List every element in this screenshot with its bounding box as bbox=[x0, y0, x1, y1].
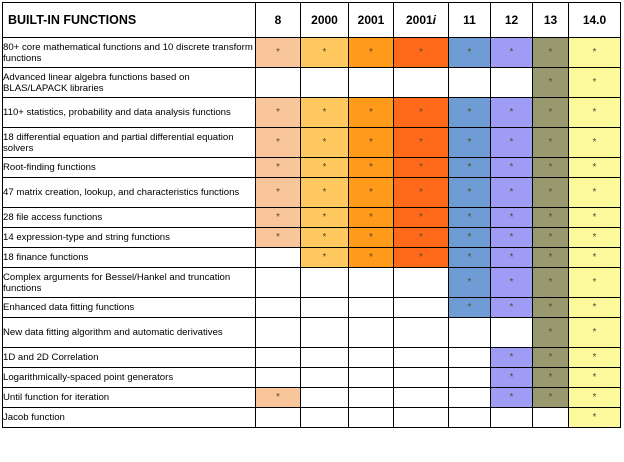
version-header: 14.0 bbox=[569, 3, 621, 38]
supported-cell bbox=[533, 248, 569, 268]
supported-cell bbox=[256, 178, 301, 208]
supported-cell bbox=[491, 98, 533, 128]
empty-cell bbox=[349, 68, 394, 98]
supported-cell bbox=[256, 128, 301, 158]
supported-mark: * bbox=[548, 77, 553, 88]
supported-cell bbox=[449, 158, 491, 178]
supported-cell bbox=[569, 368, 621, 388]
supported-cell bbox=[349, 158, 394, 178]
function-label: New data fitting algorithm and automatic derivatives bbox=[3, 318, 256, 348]
supported-mark: * bbox=[548, 392, 553, 403]
supported-mark: * bbox=[548, 162, 553, 173]
supported-cell bbox=[301, 158, 349, 178]
supported-cell bbox=[569, 228, 621, 248]
empty-cell bbox=[449, 408, 491, 428]
supported-mark: * bbox=[322, 232, 327, 243]
supported-cell bbox=[301, 38, 349, 68]
supported-mark: * bbox=[509, 392, 514, 403]
supported-cell bbox=[349, 248, 394, 268]
functions-table bbox=[2, 2, 621, 428]
supported-cell bbox=[491, 348, 533, 368]
supported-mark: * bbox=[548, 252, 553, 263]
table-row bbox=[3, 208, 621, 228]
supported-mark: * bbox=[548, 137, 553, 148]
supported-cell bbox=[394, 98, 449, 128]
empty-cell bbox=[301, 388, 349, 408]
supported-cell bbox=[256, 98, 301, 128]
supported-mark: * bbox=[509, 232, 514, 243]
supported-cell bbox=[394, 208, 449, 228]
function-label: 18 differential equation and partial differential equation solvers bbox=[3, 128, 256, 158]
function-label: 28 file access functions bbox=[3, 208, 256, 228]
supported-cell bbox=[349, 128, 394, 158]
supported-cell bbox=[301, 228, 349, 248]
supported-mark: * bbox=[322, 107, 327, 118]
supported-cell bbox=[569, 98, 621, 128]
empty-cell bbox=[449, 368, 491, 388]
supported-mark: * bbox=[276, 187, 280, 198]
supported-mark: * bbox=[322, 212, 327, 223]
supported-cell bbox=[394, 128, 449, 158]
supported-mark: * bbox=[592, 162, 597, 173]
supported-mark: * bbox=[548, 327, 553, 338]
supported-mark: * bbox=[509, 212, 514, 223]
supported-mark: * bbox=[276, 137, 280, 148]
supported-mark: * bbox=[509, 137, 514, 148]
supported-cell bbox=[394, 248, 449, 268]
empty-cell bbox=[533, 408, 569, 428]
supported-cell bbox=[569, 158, 621, 178]
supported-cell bbox=[449, 178, 491, 208]
empty-cell bbox=[394, 388, 449, 408]
table-row bbox=[3, 268, 621, 298]
supported-mark: * bbox=[548, 277, 553, 288]
supported-cell bbox=[491, 228, 533, 248]
supported-cell bbox=[491, 208, 533, 228]
supported-mark: * bbox=[369, 137, 373, 148]
supported-cell bbox=[533, 98, 569, 128]
supported-cell bbox=[449, 38, 491, 68]
empty-cell bbox=[256, 368, 301, 388]
function-label: 110+ statistics, probability and data analysis functions bbox=[3, 98, 256, 128]
table-row bbox=[3, 98, 621, 128]
supported-mark: * bbox=[276, 47, 280, 58]
supported-cell bbox=[349, 228, 394, 248]
supported-cell bbox=[256, 158, 301, 178]
supported-cell bbox=[533, 368, 569, 388]
supported-cell bbox=[569, 68, 621, 98]
header-row bbox=[3, 3, 621, 38]
supported-mark: * bbox=[548, 47, 553, 58]
version-header-number: 2001i bbox=[405, 13, 437, 27]
supported-mark: * bbox=[419, 107, 423, 118]
table-row bbox=[3, 38, 621, 68]
empty-cell bbox=[449, 318, 491, 348]
supported-mark: * bbox=[548, 212, 553, 223]
supported-cell bbox=[569, 128, 621, 158]
supported-mark: * bbox=[592, 187, 597, 198]
supported-cell bbox=[569, 388, 621, 408]
version-header: 2001 bbox=[349, 3, 394, 38]
supported-cell bbox=[569, 178, 621, 208]
supported-mark: * bbox=[592, 232, 597, 243]
version-header: 2000 bbox=[301, 3, 349, 38]
supported-mark: * bbox=[322, 47, 327, 58]
empty-cell bbox=[256, 298, 301, 318]
supported-mark: * bbox=[322, 252, 327, 263]
supported-cell bbox=[449, 268, 491, 298]
supported-mark: * bbox=[509, 187, 514, 198]
supported-mark: * bbox=[322, 137, 327, 148]
supported-mark: * bbox=[419, 212, 423, 223]
supported-mark: * bbox=[276, 107, 280, 118]
supported-cell bbox=[491, 388, 533, 408]
supported-mark: * bbox=[548, 107, 553, 118]
empty-cell bbox=[394, 298, 449, 318]
supported-mark: * bbox=[548, 372, 553, 383]
supported-mark: * bbox=[467, 187, 472, 198]
supported-cell bbox=[533, 38, 569, 68]
function-label: Complex arguments for Bessel/Hankel and truncation functions bbox=[3, 268, 256, 298]
supported-mark: * bbox=[592, 77, 597, 88]
function-label: Root-finding functions bbox=[3, 158, 256, 178]
empty-cell bbox=[394, 318, 449, 348]
supported-mark: * bbox=[592, 327, 597, 338]
supported-mark: * bbox=[467, 137, 472, 148]
table-row bbox=[3, 318, 621, 348]
empty-cell bbox=[301, 68, 349, 98]
supported-mark: * bbox=[592, 302, 597, 313]
supported-cell bbox=[449, 248, 491, 268]
supported-mark: * bbox=[467, 47, 472, 58]
function-label: 18 finance functions bbox=[3, 248, 256, 268]
supported-mark: * bbox=[419, 252, 423, 263]
supported-cell bbox=[533, 228, 569, 248]
supported-cell bbox=[491, 248, 533, 268]
supported-cell bbox=[349, 98, 394, 128]
supported-mark: * bbox=[509, 352, 514, 363]
table-row bbox=[3, 248, 621, 268]
supported-mark: * bbox=[369, 187, 373, 198]
empty-cell bbox=[491, 318, 533, 348]
supported-mark: * bbox=[592, 392, 597, 403]
supported-mark: * bbox=[592, 47, 597, 58]
supported-cell bbox=[569, 268, 621, 298]
table-row bbox=[3, 408, 621, 428]
empty-cell bbox=[394, 268, 449, 298]
empty-cell bbox=[491, 408, 533, 428]
supported-mark: * bbox=[592, 277, 597, 288]
supported-mark: * bbox=[467, 162, 472, 173]
table-row bbox=[3, 228, 621, 248]
supported-cell bbox=[569, 298, 621, 318]
function-label: Jacob function bbox=[3, 408, 256, 428]
version-header: 11 bbox=[449, 3, 491, 38]
empty-cell bbox=[256, 268, 301, 298]
empty-cell bbox=[394, 368, 449, 388]
table-row bbox=[3, 158, 621, 178]
function-label: 1D and 2D Correlation bbox=[3, 348, 256, 368]
supported-cell bbox=[491, 38, 533, 68]
supported-cell bbox=[449, 298, 491, 318]
supported-cell bbox=[533, 158, 569, 178]
supported-cell bbox=[533, 178, 569, 208]
version-header: 12 bbox=[491, 3, 533, 38]
empty-cell bbox=[349, 298, 394, 318]
supported-mark: * bbox=[467, 252, 472, 263]
supported-cell bbox=[349, 38, 394, 68]
supported-mark: * bbox=[467, 107, 472, 118]
supported-mark: * bbox=[369, 232, 373, 243]
supported-cell bbox=[569, 248, 621, 268]
function-label: 14 expression-type and string functions bbox=[3, 228, 256, 248]
supported-cell bbox=[256, 208, 301, 228]
table-title: BUILT-IN FUNCTIONS bbox=[3, 3, 256, 38]
supported-mark: * bbox=[467, 277, 472, 288]
supported-mark: * bbox=[592, 212, 597, 223]
empty-cell bbox=[256, 318, 301, 348]
supported-cell bbox=[491, 158, 533, 178]
supported-mark: * bbox=[509, 302, 514, 313]
empty-cell bbox=[256, 348, 301, 368]
supported-cell bbox=[533, 388, 569, 408]
supported-mark: * bbox=[419, 232, 423, 243]
version-header: 8 bbox=[256, 3, 301, 38]
supported-cell bbox=[569, 318, 621, 348]
supported-cell bbox=[533, 208, 569, 228]
supported-cell bbox=[301, 208, 349, 228]
supported-mark: * bbox=[548, 232, 553, 243]
supported-cell bbox=[533, 268, 569, 298]
supported-cell bbox=[449, 128, 491, 158]
supported-cell bbox=[491, 368, 533, 388]
empty-cell bbox=[394, 348, 449, 368]
table-row bbox=[3, 68, 621, 98]
function-label: Until function for iteration bbox=[3, 388, 256, 408]
supported-cell bbox=[449, 208, 491, 228]
function-label: Logarithmically-spaced point generators bbox=[3, 368, 256, 388]
supported-cell bbox=[394, 178, 449, 208]
empty-cell bbox=[301, 268, 349, 298]
supported-mark: * bbox=[467, 232, 472, 243]
table-row bbox=[3, 368, 621, 388]
empty-cell bbox=[301, 298, 349, 318]
supported-mark: * bbox=[548, 352, 553, 363]
supported-mark: * bbox=[509, 47, 514, 58]
supported-mark: * bbox=[509, 107, 514, 118]
supported-cell bbox=[394, 38, 449, 68]
empty-cell bbox=[349, 388, 394, 408]
empty-cell bbox=[301, 408, 349, 428]
supported-cell bbox=[349, 208, 394, 228]
empty-cell bbox=[394, 68, 449, 98]
table-row bbox=[3, 298, 621, 318]
supported-mark: * bbox=[592, 252, 597, 263]
empty-cell bbox=[349, 348, 394, 368]
supported-cell bbox=[491, 298, 533, 318]
supported-mark: * bbox=[509, 372, 514, 383]
supported-mark: * bbox=[276, 212, 280, 223]
supported-cell bbox=[256, 38, 301, 68]
supported-mark: * bbox=[369, 212, 373, 223]
supported-cell bbox=[301, 128, 349, 158]
supported-mark: * bbox=[509, 162, 514, 173]
supported-cell bbox=[301, 178, 349, 208]
supported-cell bbox=[349, 178, 394, 208]
supported-mark: * bbox=[369, 47, 373, 58]
supported-mark: * bbox=[419, 137, 423, 148]
supported-mark: * bbox=[548, 187, 553, 198]
supported-mark: * bbox=[592, 137, 597, 148]
function-label: Advanced linear algebra functions based on BLAS/LAPACK libraries bbox=[3, 68, 256, 98]
supported-cell bbox=[449, 228, 491, 248]
empty-cell bbox=[256, 408, 301, 428]
empty-cell bbox=[491, 68, 533, 98]
supported-cell bbox=[491, 178, 533, 208]
table-row bbox=[3, 388, 621, 408]
supported-mark: * bbox=[467, 302, 472, 313]
supported-cell bbox=[533, 68, 569, 98]
table-row bbox=[3, 178, 621, 208]
supported-mark: * bbox=[509, 277, 514, 288]
supported-cell bbox=[533, 318, 569, 348]
supported-mark: * bbox=[419, 47, 423, 58]
supported-cell bbox=[533, 298, 569, 318]
supported-cell bbox=[491, 128, 533, 158]
empty-cell bbox=[301, 348, 349, 368]
supported-cell bbox=[569, 208, 621, 228]
function-label: 47 matrix creation, lookup, and characteristics functions bbox=[3, 178, 256, 208]
empty-cell bbox=[449, 68, 491, 98]
supported-cell bbox=[394, 228, 449, 248]
empty-cell bbox=[301, 318, 349, 348]
supported-cell bbox=[569, 348, 621, 368]
supported-mark: * bbox=[276, 392, 280, 403]
empty-cell bbox=[256, 68, 301, 98]
supported-mark: * bbox=[369, 162, 373, 173]
empty-cell bbox=[301, 368, 349, 388]
supported-mark: * bbox=[419, 187, 423, 198]
supported-mark: * bbox=[467, 212, 472, 223]
version-header: 13 bbox=[533, 3, 569, 38]
empty-cell bbox=[349, 268, 394, 298]
supported-mark: * bbox=[369, 107, 373, 118]
supported-cell bbox=[394, 158, 449, 178]
empty-cell bbox=[349, 408, 394, 428]
function-label: Enhanced data fitting functions bbox=[3, 298, 256, 318]
version-header bbox=[394, 3, 449, 38]
empty-cell bbox=[349, 318, 394, 348]
supported-mark: * bbox=[419, 162, 423, 173]
supported-cell bbox=[256, 388, 301, 408]
empty-cell bbox=[449, 348, 491, 368]
supported-mark: * bbox=[322, 187, 327, 198]
empty-cell bbox=[394, 408, 449, 428]
supported-cell bbox=[569, 408, 621, 428]
empty-cell bbox=[349, 368, 394, 388]
supported-mark: * bbox=[322, 162, 327, 173]
supported-cell bbox=[569, 38, 621, 68]
empty-cell bbox=[449, 388, 491, 408]
table-row bbox=[3, 348, 621, 368]
function-label: 80+ core mathematical functions and 10 discrete transform functions bbox=[3, 38, 256, 68]
table-row bbox=[3, 128, 621, 158]
supported-mark: * bbox=[509, 252, 514, 263]
supported-cell bbox=[533, 348, 569, 368]
supported-mark: * bbox=[592, 107, 597, 118]
supported-cell bbox=[491, 268, 533, 298]
supported-mark: * bbox=[276, 232, 280, 243]
supported-cell bbox=[256, 228, 301, 248]
supported-mark: * bbox=[592, 372, 597, 383]
supported-cell bbox=[449, 98, 491, 128]
supported-mark: * bbox=[276, 162, 280, 173]
supported-mark: * bbox=[369, 252, 373, 263]
supported-mark: * bbox=[548, 302, 553, 313]
supported-mark: * bbox=[592, 352, 597, 363]
supported-cell bbox=[533, 128, 569, 158]
supported-cell bbox=[301, 248, 349, 268]
supported-cell bbox=[301, 98, 349, 128]
supported-mark: * bbox=[592, 412, 597, 423]
empty-cell bbox=[256, 248, 301, 268]
